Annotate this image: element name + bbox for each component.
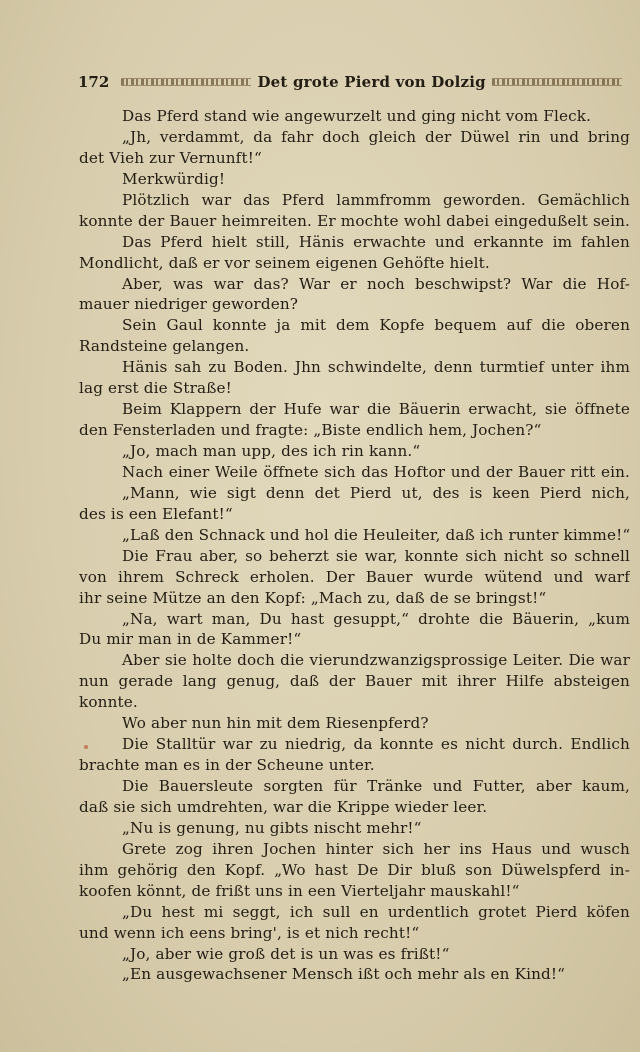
text-line: „Nu is genung, nu gibts nischt mehr!“ [122, 818, 422, 837]
text-line: mauer niedriger geworden? [79, 295, 299, 314]
text-line: Randsteine gelangen. [79, 337, 250, 356]
text-line: „Jo, mach man upp, des ich rin kann.“ [122, 442, 421, 460]
text-line: nun gerade lang genug, daß der Bauer mit ihrer Hilfe absteigen [79, 672, 630, 691]
text-line: den Fensterladen und fragte: „Biste endlich hem, Jochen?“ [79, 421, 542, 440]
text-line: „Du hest mi seggt, ich sull en urdentlich grotet Pierd köfen [122, 902, 630, 921]
text-line: Die Stalltür war zu niedrig, da konnte es nicht durch. Endlich [122, 735, 630, 754]
page-number: 172 [78, 73, 110, 91]
text-line: Nach einer Weile öffnete sich das Hoftor und der Bauer ritt ein. [122, 462, 630, 481]
text-line: Die Bauersleute sorgten für Tränke und Futter, aber kaum, [122, 777, 630, 795]
text-line: Aber sie holte doch die vierundzwanzigsprossige Leiter. Die war [122, 651, 630, 670]
text-line: Die Frau aber, so beherzt sie war, konnte sich nicht so schnell [122, 546, 630, 565]
text-line: Merkwürdig! [122, 169, 226, 188]
text-line: und wenn ich eens bring', is et nich recht!“ [79, 923, 420, 942]
text-line: Grete zog ihren Jochen hinter sich her ins Haus und wusch [122, 839, 630, 858]
text-line: „En ausgewachsener Mensch ißt och mehr als en Kind!“ [122, 965, 566, 984]
ink-fleck [84, 745, 88, 749]
text-line: „Jh, verdammt, da fahr doch gleich der Düwel rin und bring [122, 127, 630, 146]
text-line: „Laß den Schnack und hol die Heuleiter, daß ich runter kimme!“ [122, 525, 630, 544]
text-line: des is een Elefant!“ [79, 504, 233, 523]
text-line: Wo aber nun hin mit dem Riesenpferd? [122, 714, 429, 733]
text-line: Sein Gaul konnte ja mit dem Kopfe bequem auf die oberen [122, 316, 630, 335]
text-line: ihm gehörig den Kopf. „Wo hast De Dir bluß son Düwelspferd in- [79, 860, 630, 879]
running-title: Det grote Pierd von Dolzig [257, 73, 486, 91]
text-line: daß sie sich umdrehten, war die Krippe wieder leer. [79, 797, 488, 816]
text-line: ihr seine Mütze an den Kopf: „Mach zu, daß de se bringst!“ [79, 588, 547, 607]
page-header [78, 70, 628, 94]
text-line: koofen könnt, de frißt uns in een Vierteljahr mauskahl!“ [79, 881, 520, 900]
text-line: Das Pferd stand wie angewurzelt und ging nicht vom Fleck. [122, 107, 592, 125]
text-line: Du mir man in de Kammer!“ [79, 630, 302, 649]
text-line: Mondlicht, daß er vor seinem eigenen Gehöfte hielt. [79, 253, 490, 272]
text-line: det Vieh zur Vernunft!“ [79, 148, 262, 167]
text-line: Plötzlich war das Pferd lammfromm geworden. Gemächlich [122, 190, 630, 209]
text-line: Aber, was war das? War er noch beschwipst? War die Hof- [122, 274, 630, 293]
text-line: brachte man es in der Scheune unter. [79, 756, 375, 775]
text-line: konnte. [79, 693, 138, 712]
text-line: von ihrem Schreck erholen. Der Bauer wurde wütend und warf [79, 567, 630, 586]
text-line: „Na, wart man, Du hast gesuppt,“ drohte die Bäuerin, „kum [122, 609, 630, 628]
text-line: Beim Klappern der Hufe war die Bäuerin erwacht, sie öffnete [122, 400, 630, 419]
text-line: Hänis sah zu Boden. Jhn schwindelte, denn turmtief unter ihm [122, 358, 630, 377]
text-line: lag erst die Straße! [79, 379, 232, 398]
header-ornament-right [492, 78, 622, 86]
text-line: Das Pferd hielt still, Hänis erwachte und erkannte im fahlen [122, 232, 630, 251]
text-line: „Jo, aber wie groß det is un was es frißt!“ [122, 944, 450, 963]
text-line: konnte der Bauer heimreiten. Er mochte wohl dabei eingedußelt sein. [79, 211, 630, 230]
body-text [79, 106, 630, 985]
header-ornament-left [121, 78, 251, 86]
text-line: „Mann, wie sigt denn det Pierd ut, des is keen Pierd nich, [122, 483, 630, 502]
